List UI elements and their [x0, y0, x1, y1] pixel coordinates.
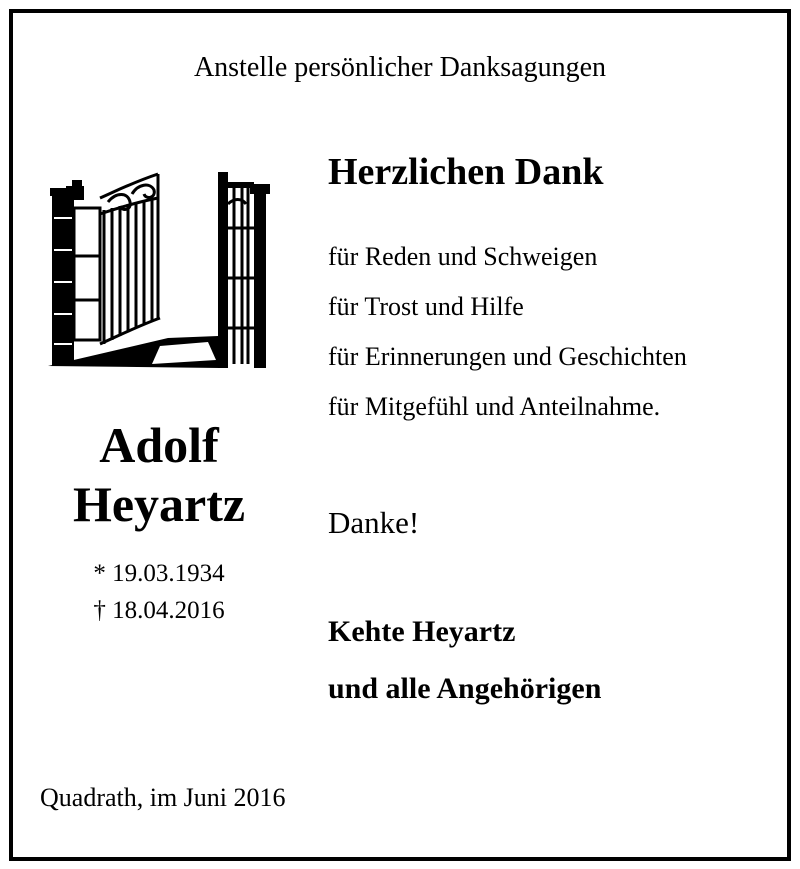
- death-date: † 18.04.2016: [93, 597, 225, 624]
- place-date: Quadrath, im Juni 2016: [40, 783, 286, 812]
- thanks-exclamation: Danke!: [328, 505, 420, 540]
- birth-date: * 19.03.1934: [93, 560, 225, 587]
- thanks-line: für Trost und Hilfe: [328, 292, 524, 321]
- thanks-lines: [328, 232, 687, 432]
- deceased-last-name: Heyartz: [72, 476, 246, 532]
- signers: [328, 603, 601, 717]
- deceased-name: [40, 416, 278, 534]
- thanks-line: für Reden und Schweigen: [328, 242, 598, 271]
- open-garden-gate-icon: [48, 168, 270, 372]
- life-dates: [40, 555, 278, 629]
- signer-family: und alle Angehörigen: [328, 672, 602, 705]
- intro-text: Anstelle persönlicher Danksagungen: [193, 52, 607, 83]
- deceased-first-name: Adolf: [99, 417, 219, 473]
- thanks-line: für Erinnerungen und Geschichten: [328, 342, 687, 371]
- thanks-line: für Mitgefühl und Anteilnahme.: [328, 392, 661, 421]
- signer-name: Kehte Heyartz: [328, 615, 516, 648]
- heading-thanks: Herzlichen Dank: [328, 151, 604, 193]
